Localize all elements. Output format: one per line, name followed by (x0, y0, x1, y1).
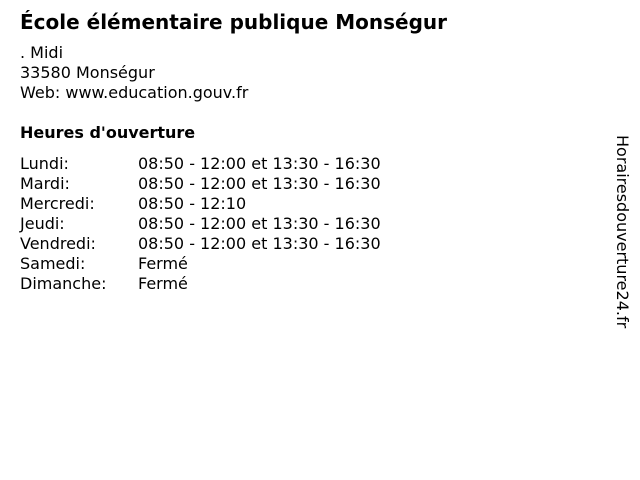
day-label: Lundi: (20, 154, 69, 173)
time-value: 08:50 - 12:10 (138, 194, 247, 213)
day-label: Mercredi: (20, 194, 95, 213)
time-value: Fermé (138, 254, 188, 273)
opening-hours-heading: Heures d'ouverture (20, 123, 196, 142)
postal-city: 33580 Monségur (20, 63, 155, 82)
day-label: Jeudi: (20, 214, 65, 233)
time-value: 08:50 - 12:00 et 13:30 - 16:30 (138, 174, 381, 193)
street-address: . Midi (20, 43, 64, 62)
day-label: Vendredi: (20, 234, 96, 253)
watermark-text: Horairesdouverture24.fr (613, 135, 632, 329)
time-value: 08:50 - 12:00 et 13:30 - 16:30 (138, 154, 381, 173)
time-value: 08:50 - 12:00 et 13:30 - 16:30 (138, 234, 381, 253)
day-label: Dimanche: (20, 274, 107, 293)
time-value: 08:50 - 12:00 et 13:30 - 16:30 (138, 214, 381, 233)
site-watermark (612, 135, 632, 370)
day-label: Samedi: (20, 254, 86, 273)
day-label: Mardi: (20, 174, 70, 193)
page-title: École élémentaire publique Monségur (20, 10, 448, 34)
website-line[interactable]: Web: www.education.gouv.fr (20, 83, 249, 102)
address-block (20, 43, 248, 103)
time-value: Fermé (138, 274, 188, 293)
